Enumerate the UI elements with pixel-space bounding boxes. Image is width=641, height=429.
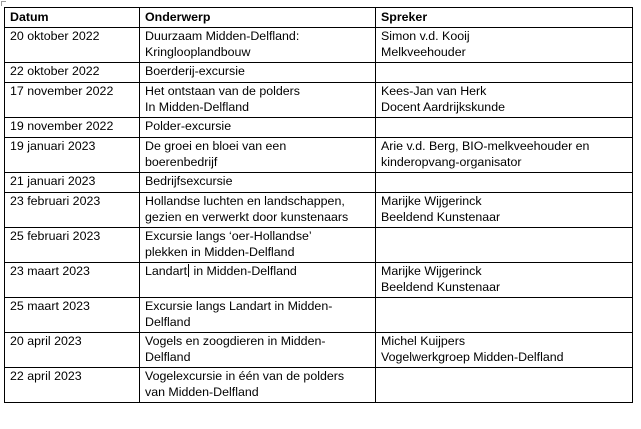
table-row: [5, 63, 633, 83]
cell-subject[interactable]: Excursie langs ‘oer-Hollandse’ plekken in Midden-Delfland: [140, 228, 376, 263]
table-row: [5, 83, 633, 118]
cell-date[interactable]: 23 maart 2023: [5, 263, 140, 298]
table-row: [5, 263, 633, 298]
table-header-row: [5, 8, 633, 28]
cell-subject[interactable]: Hollandse luchten en landschappen, gezien en verwerkt door kunstenaars: [140, 193, 376, 228]
cell-subject[interactable]: Het ontstaan van de polders In Midden-Delfland: [140, 83, 376, 118]
cell-date[interactable]: 22 april 2023: [5, 368, 140, 403]
cell-subject[interactable]: [140, 263, 376, 298]
cell-speaker[interactable]: Michel Kuijpers Vogelwerkgroep Midden-Delfland: [376, 333, 633, 368]
cell-date[interactable]: 19 november 2022: [5, 118, 140, 138]
table-row: [5, 193, 633, 228]
subject-text-before-cursor: Landart: [145, 264, 188, 278]
cell-speaker[interactable]: Arie v.d. Berg, BIO-melkveehouder en kinderopvang-organisator: [376, 138, 633, 173]
paragraph-corner-mark: [1, 1, 6, 6]
cell-subject[interactable]: Excursie langs Landart in Midden- Delfland: [140, 298, 376, 333]
cell-subject[interactable]: Polder-excursie: [140, 118, 376, 138]
cell-speaker[interactable]: Marijke Wijgerinck Beeldend Kunstenaar: [376, 263, 633, 298]
cell-subject[interactable]: Bedrijfsexcursie: [140, 173, 376, 193]
cell-speaker[interactable]: [376, 63, 633, 83]
cell-speaker[interactable]: Kees-Jan van Herk Docent Aardrijkskunde: [376, 83, 633, 118]
table-row: [5, 28, 633, 63]
header-subject: Onderwerp: [140, 8, 376, 28]
cell-date[interactable]: 17 november 2022: [5, 83, 140, 118]
cell-date[interactable]: 19 januari 2023: [5, 138, 140, 173]
cell-speaker[interactable]: Marijke Wijgerinck Beeldend Kunstenaar: [376, 193, 633, 228]
table-row: [5, 368, 633, 403]
cell-subject[interactable]: Vogels en zoogdieren in Midden- Delfland: [140, 333, 376, 368]
subject-text-after-cursor: in Midden-Delfland: [190, 264, 297, 278]
cell-speaker[interactable]: [376, 173, 633, 193]
cell-speaker[interactable]: [376, 298, 633, 333]
cell-speaker[interactable]: Simon v.d. Kooij Melkveehouder: [376, 28, 633, 63]
cell-date[interactable]: 22 oktober 2022: [5, 63, 140, 83]
cell-date[interactable]: 21 januari 2023: [5, 173, 140, 193]
header-date: Datum: [5, 8, 140, 28]
cell-date[interactable]: 25 februari 2023: [5, 228, 140, 263]
table-row: [5, 138, 633, 173]
cell-subject[interactable]: Vogelexcursie in één van de polders van Midden-Delfland: [140, 368, 376, 403]
table-row: [5, 228, 633, 263]
cell-speaker[interactable]: [376, 368, 633, 403]
cell-speaker[interactable]: [376, 228, 633, 263]
cell-subject[interactable]: De groei en bloei van een boerenbedrijf: [140, 138, 376, 173]
cell-date[interactable]: 20 april 2023: [5, 333, 140, 368]
table-row: [5, 173, 633, 193]
lecture-schedule-table: [4, 7, 633, 403]
cell-date[interactable]: 23 februari 2023: [5, 193, 140, 228]
cell-subject[interactable]: Boerderij-excursie: [140, 63, 376, 83]
cell-date[interactable]: 25 maart 2023: [5, 298, 140, 333]
table-row: [5, 118, 633, 138]
text-cursor: [188, 264, 189, 277]
cell-speaker[interactable]: [376, 118, 633, 138]
cell-date[interactable]: 20 oktober 2022: [5, 28, 140, 63]
table-row: [5, 333, 633, 368]
cell-subject[interactable]: Duurzaam Midden-Delfland: Kringlooplandbouw: [140, 28, 376, 63]
header-speaker: Spreker: [376, 8, 633, 28]
table-row: [5, 298, 633, 333]
